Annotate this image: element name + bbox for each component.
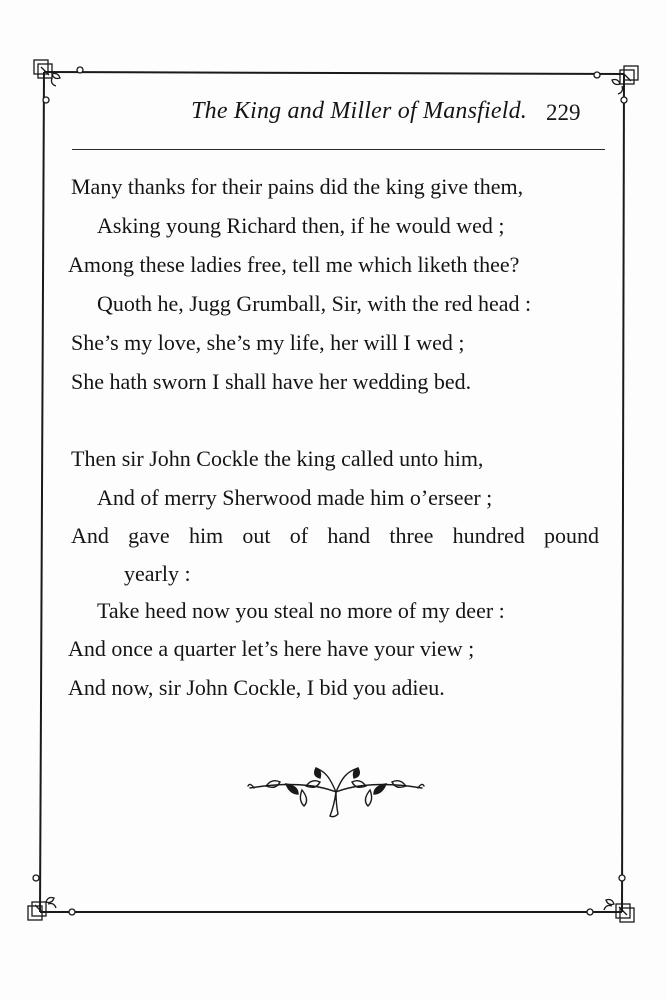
floral-tailpiece-icon bbox=[246, 762, 426, 824]
verse-line: Then sir John Cockle the king called unto him, bbox=[71, 446, 484, 471]
corner-fleuron-icon bbox=[604, 900, 634, 923]
corner-fleuron-icon bbox=[28, 898, 56, 921]
verse-line: She hath sworn I shall have her wedding bed. bbox=[71, 369, 472, 394]
verse-line: And of merry Sherwood made him o’erseer ; bbox=[97, 485, 493, 510]
verse-line: And gave him out of hand three hundred pound bbox=[71, 523, 599, 548]
verse-line: She’s my love, she’s my life, her will I wed ; bbox=[71, 330, 465, 355]
verse-line: Among these ladies free, tell me which liketh thee? bbox=[68, 252, 520, 277]
verse-line: Quoth he, Jugg Grumball, Sir, with the red head : bbox=[97, 291, 532, 316]
page-number: 229 bbox=[546, 100, 581, 125]
corner-fleuron-icon bbox=[612, 66, 638, 94]
verse-line: Many thanks for their pains did the king give them, bbox=[71, 174, 524, 199]
verse-line: Asking young Richard then, if he would wed ; bbox=[97, 213, 505, 238]
verse-line-continuation: yearly : bbox=[124, 561, 191, 586]
verse-line: And now, sir John Cockle, I bid you adieu. bbox=[68, 675, 445, 700]
running-title: The King and Miller of Mansfield. bbox=[191, 98, 527, 124]
corner-fleuron-icon bbox=[34, 60, 60, 86]
header-rule bbox=[72, 149, 605, 150]
verse-line: And once a quarter let’s here have your view ; bbox=[68, 636, 475, 661]
verse-line: Take heed now you steal no more of my deer : bbox=[97, 598, 505, 623]
running-head bbox=[0, 92, 667, 132]
